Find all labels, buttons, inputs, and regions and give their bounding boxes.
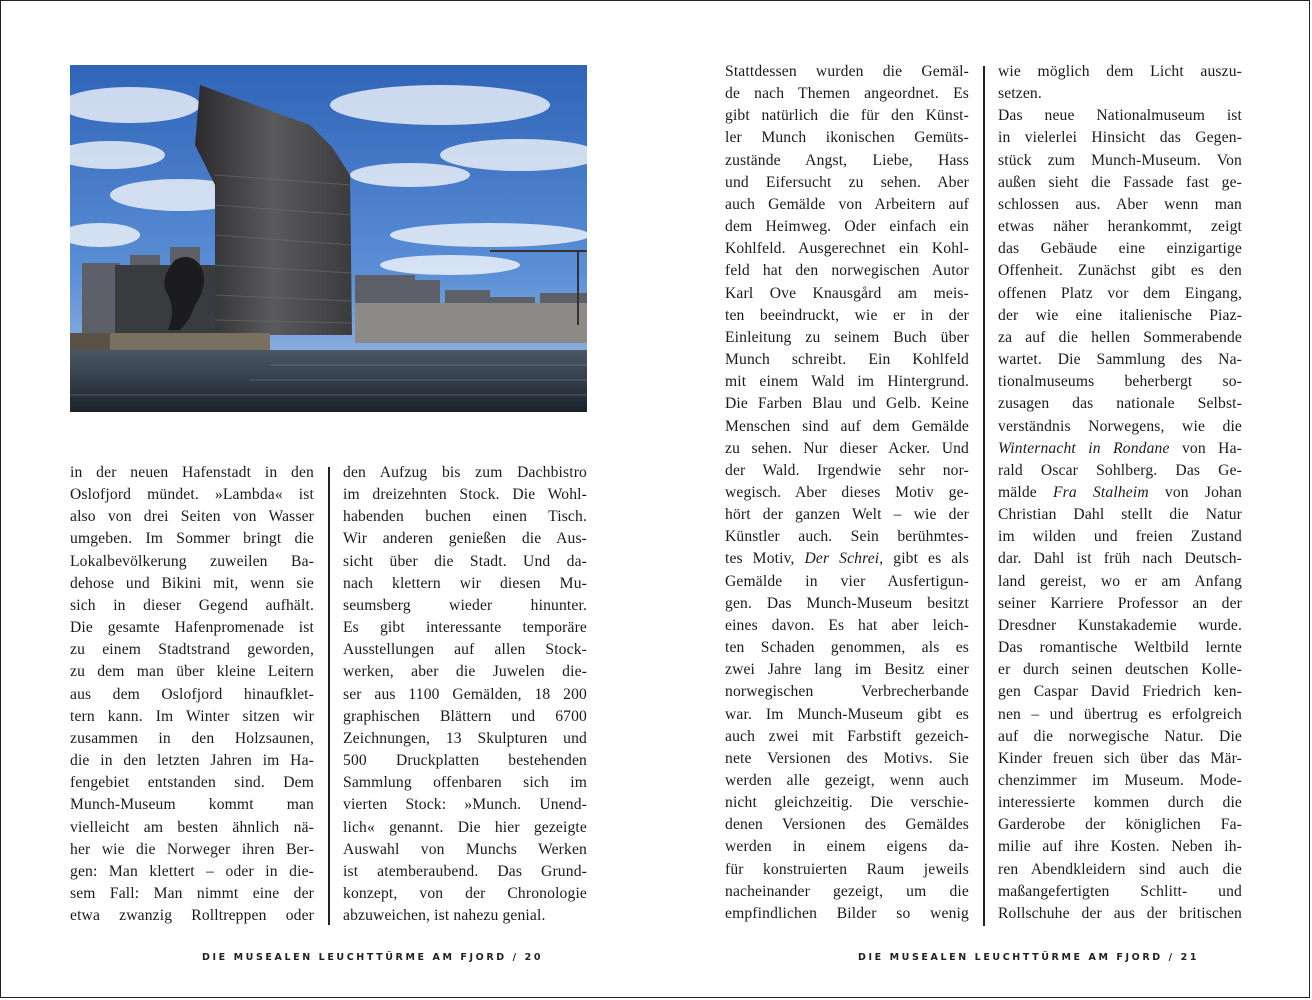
text-line [998, 881, 1242, 903]
text-run: Dresdner Kunstakademie wurde. [998, 616, 1242, 634]
text-run: werden in einem eigens da- [725, 838, 969, 856]
italic-title: Fra Stalheim [1053, 483, 1149, 501]
text-line [998, 305, 1242, 327]
text-run: habenden buchen einen Tisch. [343, 508, 587, 526]
text-line [343, 905, 587, 927]
text-run: Kohlfeld. Ausgerechnet ein Kohl- [725, 240, 969, 258]
text-line [998, 438, 1242, 460]
text-line [343, 839, 587, 861]
text-line [998, 903, 1242, 925]
text-run: Oslofjord mündet. »Lambda« ist [70, 486, 314, 504]
text-line [998, 504, 1242, 526]
text-line [998, 172, 1242, 194]
text-run: wegisch. Aber dieses Motiv ge- [725, 483, 969, 501]
text-line [725, 659, 969, 681]
text-run: im dreizehnten Stock. Die Wohl- [343, 486, 587, 504]
text-run: 500 Druckplatten bestehenden [343, 752, 587, 770]
text-line [343, 817, 587, 839]
text-run: gen Caspar David Friedrich ken- [998, 683, 1242, 701]
text-run: ren Abendkleidern sind auch die [998, 860, 1242, 878]
text-run: zu einem Stadtstrand geworden, [70, 641, 314, 659]
italic-title: Der Schrei [804, 550, 880, 568]
text-run: Ausstellungen auf allen Stock- [343, 641, 587, 659]
text-run: fengebiet entstanden sind. Dem [70, 774, 314, 792]
text-line [725, 571, 969, 593]
text-line [998, 726, 1242, 748]
left-page-column-1 [70, 462, 314, 927]
text-run: konzept, von der Chronologie [343, 884, 587, 902]
text-run: tern kann. Im Winter sitzen wir [70, 707, 314, 725]
text-line [998, 216, 1242, 238]
text-run: abzuweichen, ist nahezu genial. [343, 907, 546, 925]
text-line [725, 903, 969, 925]
text-run: dar. Dahl ist früh nach Deutsch- [998, 550, 1242, 568]
text-line [70, 684, 314, 706]
text-line [343, 506, 587, 528]
text-run: die in den letzten Jahren im Ha- [70, 752, 314, 770]
text-run: zustände Angst, Liebe, Hass [725, 151, 969, 169]
text-line [725, 548, 969, 570]
text-line [998, 792, 1242, 814]
text-line [70, 595, 314, 617]
text-run: werden alle gezeigt, wenn auch [725, 772, 969, 789]
left-page-footer: DIE MUSEALEN LEUCHTTÜRME AM FJORD / 20 [202, 952, 544, 963]
text-line [998, 770, 1242, 792]
text-line [725, 615, 969, 637]
text-run: nete Versionen des Motivs. Sie [725, 749, 969, 767]
text-run: tionalmuseums beherbergt so- [998, 373, 1242, 391]
text-line [343, 595, 587, 617]
munch-museum-photo [70, 65, 587, 412]
text-run: interessierte kommen durch die [998, 794, 1242, 812]
text-line [70, 905, 314, 927]
text-line [70, 706, 314, 728]
text-line [725, 748, 969, 770]
text-run: gen. Das Munch-Museum besitzt [725, 594, 969, 612]
text-line [998, 482, 1242, 504]
text-line [725, 327, 969, 349]
text-run: nen – und übertrug es erfolgreich [998, 705, 1242, 723]
text-run: seumsberg wieder hinunter. [343, 596, 587, 614]
text-run: her wie die Norweger ihren Ber- [70, 840, 314, 858]
text-run: Christian Dahl stellt die Natur [998, 506, 1242, 524]
text-line [343, 528, 587, 550]
text-run: tes Motiv, [725, 550, 805, 568]
text-line [725, 283, 969, 305]
text-run: setzen. [998, 85, 1042, 103]
text-run: er durch seinen deutschen Kolle- [998, 661, 1242, 679]
text-run: rald Oscar Sohlberg. Das Ge- [998, 461, 1242, 479]
text-run: hört der ganzen Welt – wie der [725, 506, 969, 524]
text-line [343, 750, 587, 772]
text-run: Die gesamte Hafenpromenade ist [70, 619, 314, 637]
text-run: lich« genannt. Die hier gezeigte [343, 818, 587, 836]
text-line [70, 728, 314, 750]
text-line [725, 881, 969, 903]
text-line [998, 814, 1242, 836]
text-line [343, 861, 587, 883]
text-run: eines davon. Es hat aber leich- [725, 616, 969, 634]
text-run: ten Schaden genommen, als es [725, 639, 969, 657]
text-line [725, 127, 969, 149]
text-run: in der neuen Hafenstadt in den [70, 464, 314, 481]
text-line [343, 706, 587, 728]
text-run: Auswahl von Munchs Werken [343, 840, 587, 858]
text-line [725, 172, 969, 194]
text-line [725, 216, 969, 238]
text-line [725, 836, 969, 858]
right-page-column-2 [998, 61, 1242, 925]
text-run: stück zum Munch-Museum. Von [998, 151, 1242, 169]
text-run: auch zwei mit Farbstift gezeich- [725, 727, 969, 745]
text-line [343, 661, 587, 683]
text-line [998, 460, 1242, 482]
text-run: sem Fall: Man nimmt eine der [70, 884, 314, 902]
text-line [998, 659, 1242, 681]
text-line [725, 438, 969, 460]
text-run: von Ha- [1169, 439, 1242, 457]
text-run: Munch schreibt. Ein Kohlfeld [725, 351, 969, 369]
text-line [70, 794, 314, 816]
text-line [343, 772, 587, 794]
text-run: für konstruierten Raum jeweils [725, 860, 969, 878]
text-line [725, 305, 969, 327]
text-run: Das neue Nationalmuseum ist [998, 107, 1242, 125]
italic-title: Winternacht in Rondane [998, 439, 1170, 457]
text-run: dehose und Bikini mit, wenn sie [70, 574, 314, 592]
text-run: mit einem Wald im Hintergrund. [725, 373, 969, 391]
text-run: in vielerlei Hinsicht das Gegen- [998, 129, 1242, 147]
text-line [343, 484, 587, 506]
text-line [343, 573, 587, 595]
text-run: zu dem man über kleine Leitern [70, 663, 314, 681]
left-page-column-2 [343, 462, 587, 927]
text-line [998, 859, 1242, 881]
text-line [725, 792, 969, 814]
text-line [998, 571, 1242, 593]
text-run: zu sehen. Nur dieser Acker. Und [725, 439, 969, 457]
text-run: Kinder freuen sich über das Mär- [998, 749, 1242, 767]
text-run: Zeichnungen, 13 Skulpturen und [343, 729, 587, 747]
text-run: war. Im Munch-Museum gibt es [725, 705, 969, 723]
text-run: wie möglich dem Licht auszu- [998, 63, 1242, 80]
text-line [998, 704, 1242, 726]
text-line [998, 416, 1242, 438]
text-run: offenen Platz vor dem Eingang, [998, 284, 1242, 302]
text-run: denen Versionen des Gemäldes [725, 816, 969, 834]
text-run: Wir anderen genießen die Aus- [343, 530, 587, 548]
text-line [343, 684, 587, 706]
text-line [70, 617, 314, 639]
text-run: nach klettern wir diesen Mu- [343, 574, 587, 592]
text-line [70, 839, 314, 861]
text-run: sich in dieser Gegend aufhält. [70, 596, 314, 614]
text-run: schlossen aus. Aber wenn man [998, 195, 1242, 213]
text-run: gibt natürlich die für den Künst- [725, 107, 969, 125]
text-line [70, 484, 314, 506]
text-run: Das romantische Weltbild lernte [998, 639, 1242, 657]
text-line [998, 61, 1242, 83]
text-line [725, 814, 969, 836]
text-run: der Wald. Irgendwie sehr nor- [725, 461, 969, 479]
text-line [70, 883, 314, 905]
text-line [725, 393, 969, 415]
text-line [998, 526, 1242, 548]
text-line [725, 726, 969, 748]
text-run: , gibt es als [879, 550, 969, 568]
text-run: norwegischen Verbrecherbande [725, 683, 969, 701]
text-run: empfindlichen Bilder so wenig [725, 904, 969, 922]
text-run: maßangefertigten Schlitt- und [998, 882, 1242, 900]
text-run: Es gibt interessante temporäre [343, 619, 587, 637]
text-line [998, 238, 1242, 260]
text-run: gen: Man klettert – oder in die- [70, 862, 314, 880]
text-run: sicht über die Stadt. Und da- [343, 552, 587, 570]
text-line [725, 416, 969, 438]
text-line [725, 371, 969, 393]
text-line [725, 526, 969, 548]
text-line [70, 551, 314, 573]
text-run: das Gebäude eine einzigartige [998, 240, 1242, 258]
text-line [725, 194, 969, 216]
text-line [998, 194, 1242, 216]
text-run: seiner Karriere Professor an der [998, 594, 1242, 612]
text-line [725, 593, 969, 615]
text-run: ist atemberaubend. Das Grund- [343, 862, 587, 880]
text-run: nacheinander gezeigt, um die [725, 882, 969, 900]
left-page-column-rule [328, 467, 330, 925]
text-line [725, 504, 969, 526]
text-line [998, 105, 1242, 127]
right-page-footer: DIE MUSEALEN LEUCHTTÜRME AM FJORD / 21 [858, 952, 1200, 963]
text-line [343, 794, 587, 816]
text-run: auf die norwegische Natur. Die [998, 727, 1242, 745]
text-run: außen sieht die Fassade fast ge- [998, 173, 1242, 191]
text-run: dem Heimweg. Oder einfach ein [725, 218, 969, 236]
text-run: milie auf ihre Kosten. Neben ih- [998, 838, 1242, 856]
text-line [998, 127, 1242, 149]
text-run: Offenheit. Zunächst gibt es den [998, 262, 1242, 280]
text-run: und Eifersucht zu sehen. Aber [725, 173, 969, 191]
text-run: werken, aber die Juwelen die- [343, 663, 587, 681]
text-run: etwas näher herankommt, zeigt [998, 218, 1242, 236]
text-line [998, 150, 1242, 172]
text-run: zusammen in den Holzsaunen, [70, 729, 314, 747]
text-line [998, 393, 1242, 415]
text-line [343, 639, 587, 661]
text-line [70, 661, 314, 683]
text-line [725, 150, 969, 172]
text-line [343, 728, 587, 750]
text-line [725, 260, 969, 282]
text-run: feld hat den norwegischen Autor [725, 262, 969, 280]
text-run: Garderobe der königlichen Fa- [998, 816, 1242, 834]
text-line [70, 528, 314, 550]
text-line [70, 462, 314, 484]
text-run: vielleicht am besten ähnlich nä- [70, 818, 314, 836]
text-run: verständnis Norwegens, wie die [998, 417, 1242, 435]
text-line [998, 349, 1242, 371]
text-line [998, 748, 1242, 770]
text-run: nicht gleichzeitig. Die verschie- [725, 794, 969, 812]
text-line [725, 105, 969, 127]
text-run: umgeben. Im Sommer bringt die [70, 530, 314, 548]
text-line [70, 861, 314, 883]
text-run: graphischen Blättern und 6700 [343, 707, 587, 725]
text-line [998, 283, 1242, 305]
text-run: ten beeindruckt, wie er in der [725, 306, 969, 324]
text-line [343, 617, 587, 639]
text-run: mälde [998, 483, 1053, 501]
text-line [725, 238, 969, 260]
text-line [70, 772, 314, 794]
text-line [998, 615, 1242, 637]
text-run: Stattdessen wurden die Gemäl- [725, 63, 969, 80]
text-line [343, 462, 587, 484]
text-line [998, 548, 1242, 570]
text-run: Menschen sind auf dem Gemälde [725, 417, 969, 435]
text-run: Lokalbevölkerung zuweilen Ba- [70, 552, 314, 570]
text-run: de nach Themen angeordnet. Es [725, 85, 969, 103]
text-line [725, 637, 969, 659]
text-line [70, 639, 314, 661]
text-line [998, 637, 1242, 659]
text-run: Die Farben Blau und Gelb. Keine [725, 395, 969, 413]
text-line [70, 750, 314, 772]
text-run: ser aus 1100 Gemälden, 18 200 [343, 685, 587, 703]
text-run: zwei Jahre lang im Besitz einer [725, 661, 969, 679]
text-line [998, 83, 1242, 105]
text-line [70, 817, 314, 839]
text-run: im wilden und freien Zustand [998, 528, 1242, 546]
text-run: vierten Stock: »Munch. Unend- [343, 796, 587, 814]
text-run: Einleitung zu seinem Buch über [725, 328, 969, 346]
text-run: za auf die hellen Sommerabende [998, 328, 1242, 346]
text-line [343, 883, 587, 905]
text-line [725, 770, 969, 792]
text-run: der wie eine italienische Piaz- [998, 306, 1242, 324]
right-page-column-rule [983, 66, 985, 926]
text-line [725, 704, 969, 726]
text-line [725, 482, 969, 504]
text-run: Rollschuhe der aus der britischen [998, 904, 1242, 922]
text-line [998, 260, 1242, 282]
text-run: land gereist, wo er am Anfang [998, 572, 1242, 590]
text-line [725, 83, 969, 105]
text-run: chenzimmer im Museum. Mode- [998, 772, 1242, 789]
text-line [70, 573, 314, 595]
text-line [70, 506, 314, 528]
text-line [998, 327, 1242, 349]
text-line [725, 460, 969, 482]
text-line [998, 371, 1242, 393]
text-run: Künstler auch. Sein berühmtes- [725, 528, 969, 546]
text-run: auch Gemälde von Arbeitern auf [725, 195, 969, 213]
text-line [998, 593, 1242, 615]
text-run: zusagen das nationale Selbst- [998, 395, 1242, 413]
text-run: wartet. Die Sammlung des Na- [998, 351, 1242, 369]
text-line [725, 61, 969, 83]
text-line [343, 551, 587, 573]
text-line [725, 859, 969, 881]
text-line [998, 836, 1242, 858]
text-run: Munch-Museum kommt man [70, 796, 314, 814]
text-run: aus dem Oslofjord hinaufklet- [70, 685, 314, 703]
text-run: den Aufzug bis zum Dachbistro [343, 464, 587, 481]
text-run: etwa zwanzig Rolltreppen oder [70, 907, 314, 925]
text-run: ler Munch ikonischen Gemüts- [725, 129, 969, 147]
text-line [725, 349, 969, 371]
text-run: Karl Ove Knausgård am meis- [725, 284, 969, 302]
right-page-column-1 [725, 61, 969, 925]
text-run: also von drei Seiten von Wasser [70, 508, 314, 526]
text-line [725, 681, 969, 703]
text-run: Gemälde in vier Ausfertigun- [725, 572, 969, 590]
text-line [998, 681, 1242, 703]
text-run: von Johan [1148, 483, 1242, 501]
text-run: Sammlung offenbaren sich im [343, 774, 587, 792]
